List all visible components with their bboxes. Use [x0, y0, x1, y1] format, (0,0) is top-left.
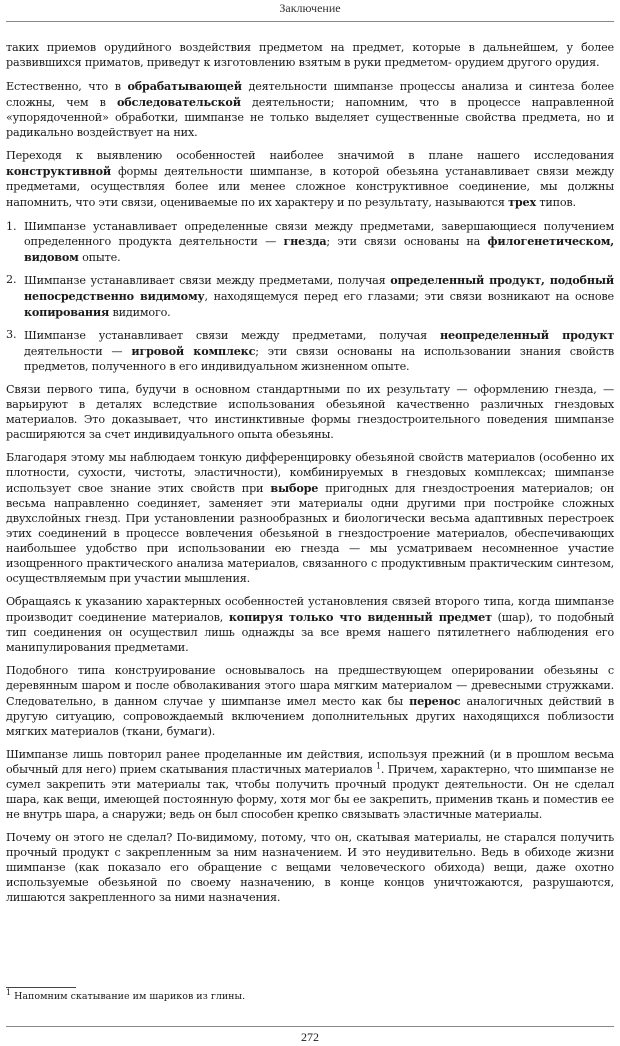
footnote-reference[interactable]: 1: [375, 761, 381, 771]
bold-term: обследовательской: [117, 95, 241, 110]
list-number: 3.: [6, 328, 17, 341]
footnote-mark: 1: [6, 987, 12, 997]
paragraph-3: Переходя к выявлению особенностей наиболее значимой в плане нашего исследования конструктивной формы деятельности шимпанзе, в которой обезьяна устанавливает связи между предметами, осуществляя более или менее сложное конструктивное соединение, мы должны напомнить, что эти связи, оцениваемые по их характеру и по результату, называются трех типов.: [6, 149, 614, 210]
paragraph-1: таких приемов орудийного воздействия предметом на предмет, которые в дальнейшем, у более развившихся приматов, приведут к изготовлению взятым в руки предметом- орудием другого орудия.: [6, 41, 614, 69]
bold-term: копируя только что виденный предмет: [228, 609, 492, 624]
bold-term: гнезда: [283, 234, 327, 249]
page-number: 272: [301, 1030, 319, 1044]
bold-term: обрабатывающей: [127, 79, 242, 94]
bold-term: неопределенный продукт: [440, 328, 614, 342]
running-head: Заключение: [279, 1, 341, 15]
list-item: 3. Шимпанзе устанавливает связи между предметами, получая неопределенный продукт деятельности — игровой комплекс; эти связи основаны на использовании знания свойств предметов, полученного в его индивидуальном жизненном опыте.: [6, 328, 614, 373]
bold-term: игровой комплекс: [131, 343, 256, 358]
page-body: [6, 41, 614, 914]
paragraph-2: Естественно, что в обрабатывающей деятельности шимпанзе процессы анализа и синтеза более сложны, чем в обследовательской деятельности; напомним, что в процессе направленной «упорядоченной» обработки, шимпанзе не только выделяет существенные свойства предмета, но и радикально воздействует на них.: [6, 79, 614, 140]
paragraph-6: Обращаясь к указанию характерных особенностей установления связей второго типа, когда шимпанзе производит соединение материалов, копируя только что виденный предмет (шар), то подобный тип соединения он осуществил лишь однажды за все время нашего пятилетнего наблюдения его манипулирования предметами.: [6, 595, 614, 654]
bold-term: трех: [508, 195, 536, 210]
list-number: 2.: [6, 273, 17, 287]
bold-term: перенос: [409, 693, 461, 708]
bold-term: копирования: [24, 305, 110, 320]
list-item: 1. Шимпанзе устанавливает определенные связи между предметами, завершающиеся получением определенного продукта деятельности — гнезда; эти связи основаны на филогенетическом, видовом опыте.: [6, 219, 614, 265]
paragraph-7: Подобного типа конструирование основывалось на предшествующем оперировании обезьяны с деревянным шаром и после обволакивания этого шара мягким материалом — древесными стружками. Следовательно, в данном случае у шимпанзе имел место как бы перенос аналогичных действий в другую ситуацию, сопровождаемый включением дополнительных других находящихся поблизости мягких материалов (ткани, бумаги).: [6, 664, 614, 738]
paragraph-5: Благодаря этому мы наблюдаем тонкую дифференцировку обезьяной свойств материалов (особенно их плотности, сухости, чистоты, эластичности), комбинируемых в гнездовых комплексах; шимпанзе использует свое знание этих свойств при выборе пригодных для гнездостроения материалов; он весьма направленно соединяет, заменяет эти материалы одни другими при постройке сложных двухслойных гнезд. При установлении разнообразных и биологически весьма адаптивных перестроек этих соединений в процессе вовлечения обезьяной в гнездостроение материалов, обеспечивающих наибольшее удобство при использовании ею гнезда — мы усматриваем несомненное участие изощренного практического анализа материалов, связанного с продуктивным практическим синтезом, осуществляемым при участии мышления.: [6, 451, 615, 585]
bold-term: определенный продукт, подобный непосредственно видимому: [24, 273, 614, 304]
bold-term: конструктивной: [6, 164, 111, 179]
footnote: $^1$ Напомним скатывание им шариков из глины.: [6, 987, 246, 1002]
bold-term: филогенетическом, видовом: [24, 234, 614, 265]
paragraph-9: Почему он этого не сделал? По-видимому, потому, что он, скатывая материалы, не старался получить прочный продукт с закрепленным за ним назначением. И это неудивительно. Ведь в обиходе жизни шимпанзе (как показало его обращение с вещами человеческого обихода) вещи, даже охотно используемые обезьяной по своему назначению, в конце концов уничтожаются, разрушаются, лишаются закрепленного за ними назначения.: [6, 831, 614, 904]
list-number: 1.: [6, 219, 17, 233]
footer-divider: [6, 1026, 614, 1027]
list-item: 2. Шимпанзе устанавливает связи между предметами, получая определенный продукт, подобный непосредственно видимому, находящемуся перед его глазами; эти связи возникают на основе копирования видимого.: [6, 273, 614, 320]
paragraph-4: Связи первого типа, будучи в основном стандартными по их результату — оформлению гнезда, — варьируют в деталях вследствие использования обезьяной качественно различных гнездовых материалов. Это доказывает, что инстинктивные формы гнездостроительного поведения шимпанзе расширяются за счет индивидуального опыта обезьяны.: [6, 383, 614, 441]
footnote-divider: [6, 987, 76, 988]
connection-types-list: [6, 220, 614, 375]
paragraph-8: Шимпанзе лишь повторил ранее проделанные им действия, используя прежний (и в прошлом весьма обычный для него) прием скатывания пластичных материалов $^1$. Причем, характерно, что шимпанзе не сумел закрепить эти материалы так, чтобы получить прочный продукт деятельности. Он не сделал шара, как вещи, имеющей постоянную форму, хотя мог бы ее закрепить, применив ткань и поместив ее не внутрь шара, а снаружи; ведь он был способен крепко связывать эластичные материалы.: [6, 748, 614, 821]
bold-term: выборе: [270, 481, 319, 496]
header-divider: [6, 21, 614, 22]
